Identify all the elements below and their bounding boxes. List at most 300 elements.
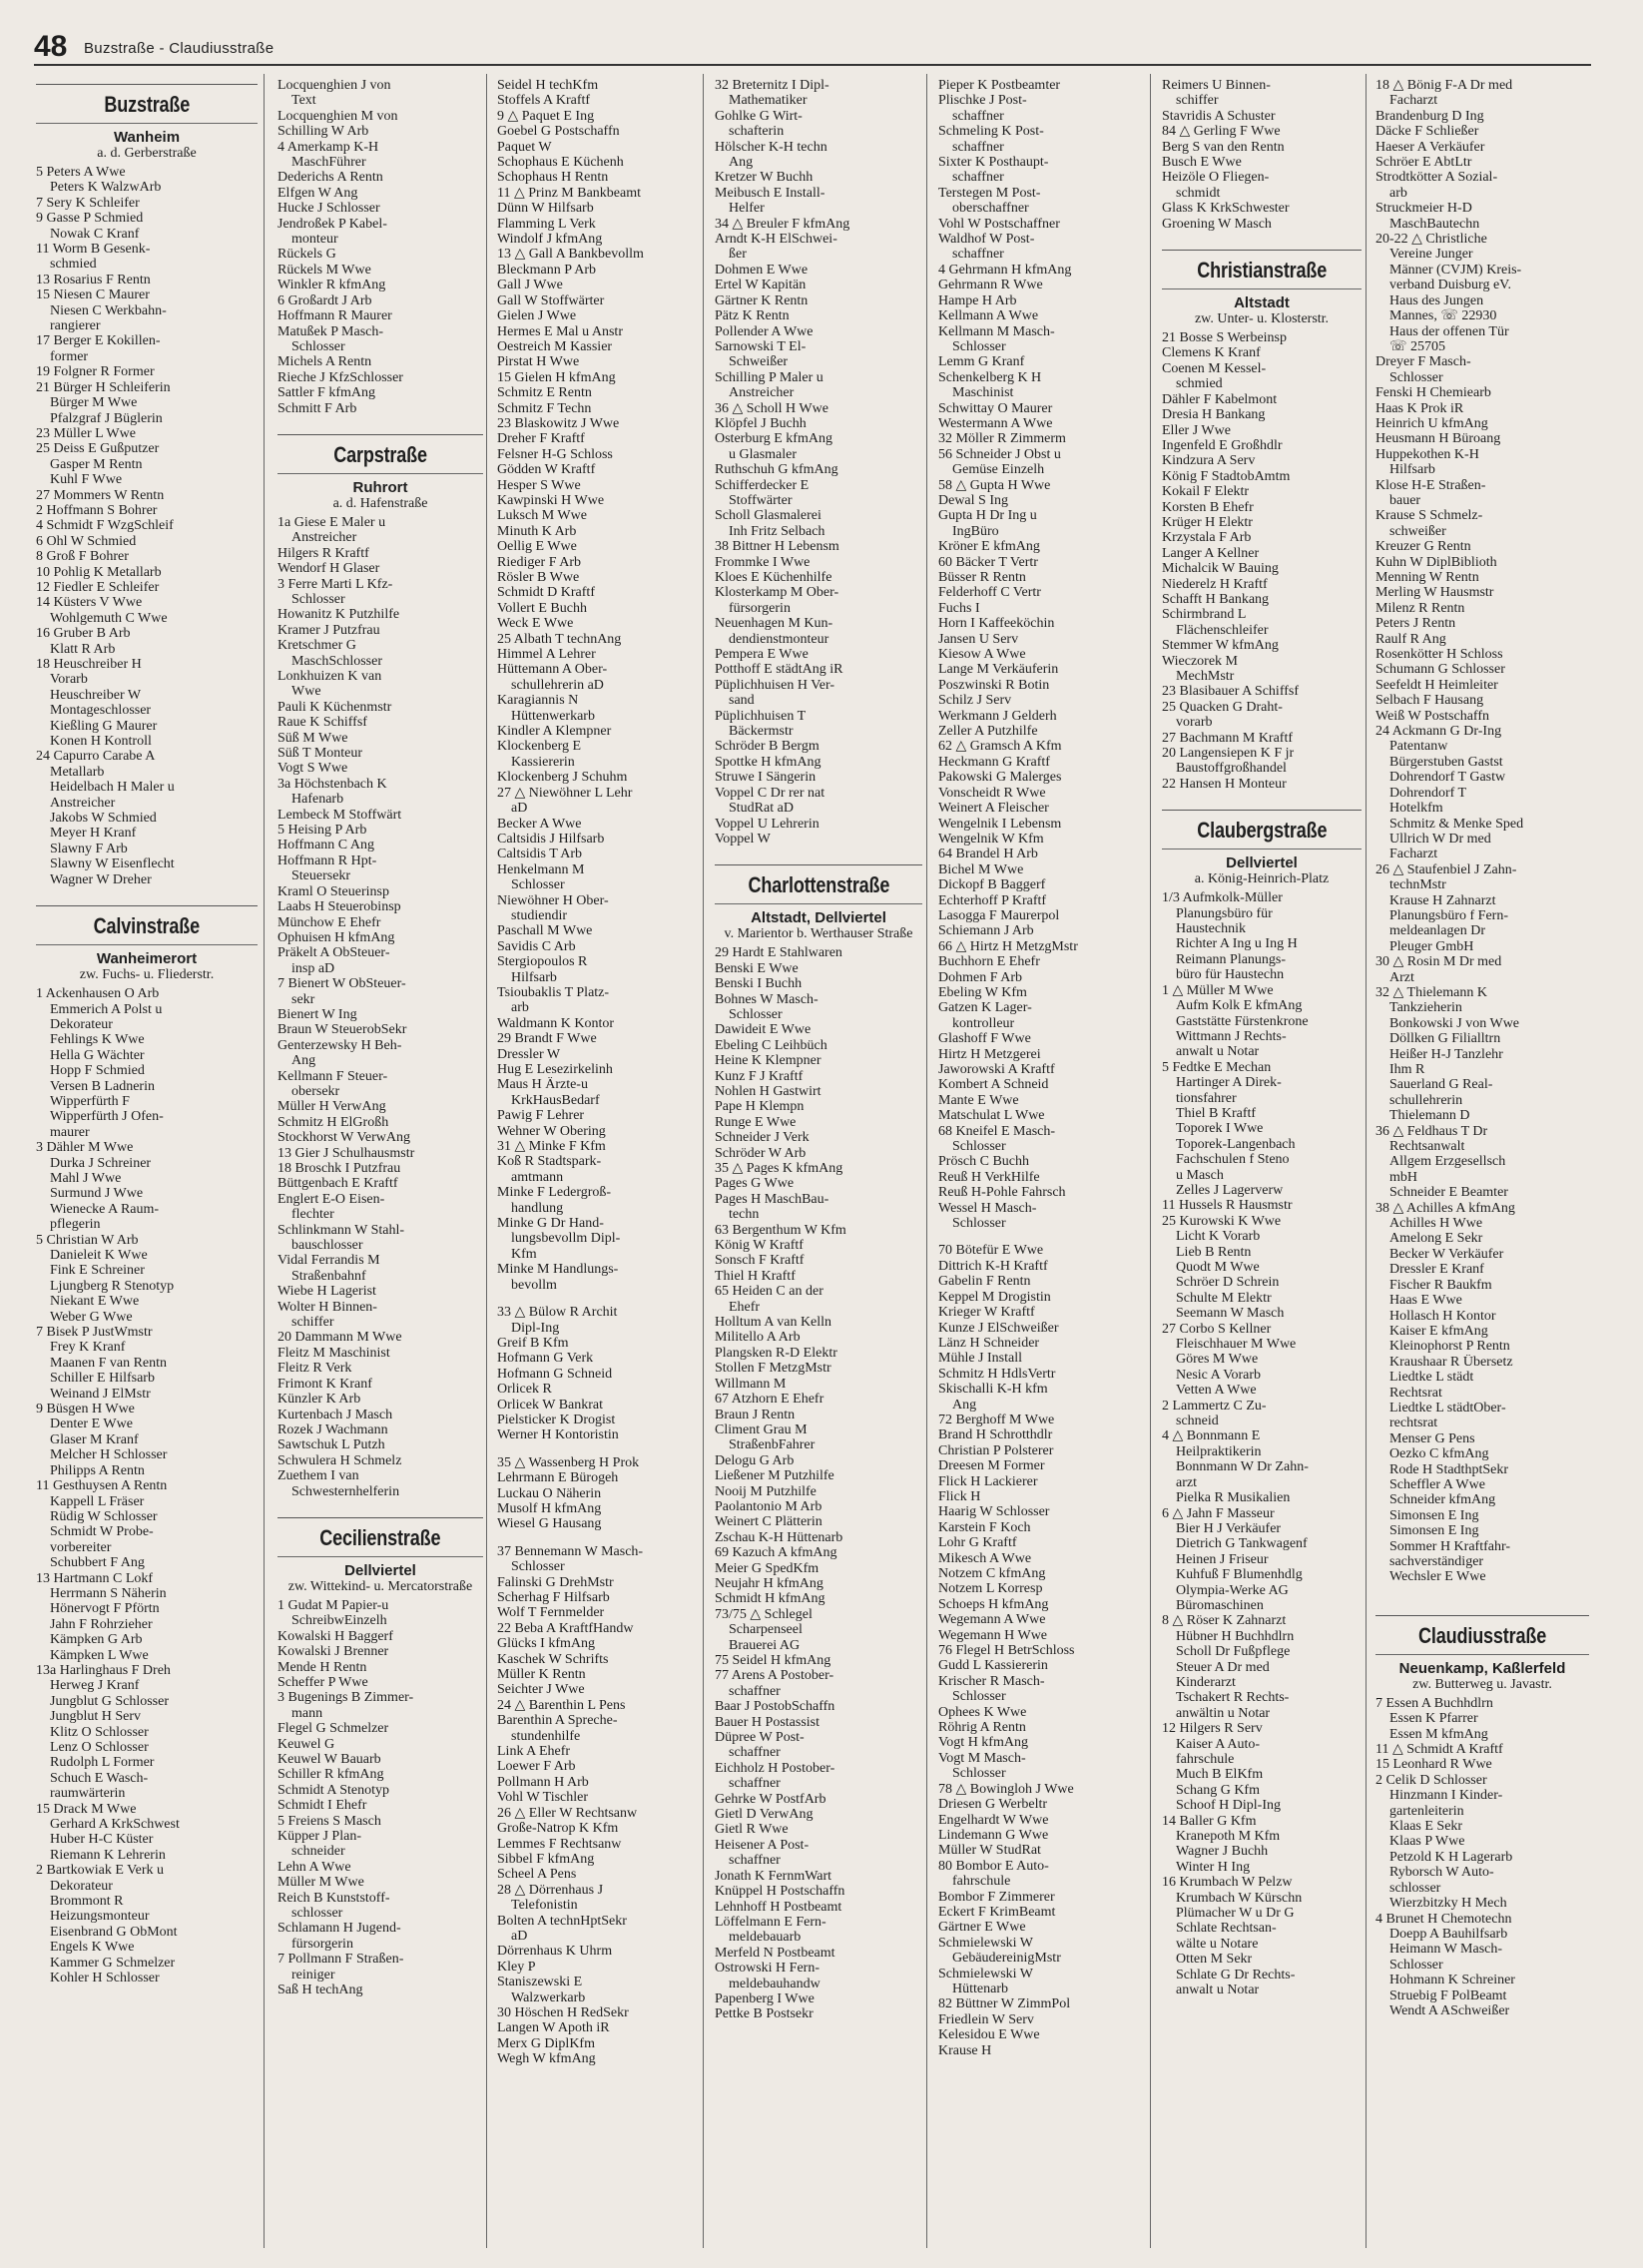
resident-entry: Schenkelberg K H — [938, 369, 1042, 385]
resident-entry: Poszwinski R Botin — [938, 677, 1050, 693]
resident-entry: Wehner W Obering — [497, 1123, 606, 1139]
resident-entry: Rückels M Wwe — [277, 262, 371, 278]
resident-entry: Müller H VerwAng — [277, 1099, 386, 1115]
resident-entry: Himmel A Lehrer — [497, 647, 596, 663]
resident-entry: 6 Großardt J Arb — [277, 292, 372, 308]
street-location: zw. Fuchs- u. Fliederstr. — [79, 967, 215, 983]
resident-entry: Oestreich M Kassier — [497, 338, 613, 354]
resident-entry: Lieb B Rentn — [1176, 1244, 1252, 1260]
resident-entry: Konen H Kontroll — [50, 734, 152, 750]
resident-entry: Militello A Arb — [715, 1330, 801, 1346]
resident-entry: Haeser A Verkäufer — [1375, 139, 1485, 155]
resident-entry: Aufm Kolk E kfmAng — [1176, 998, 1303, 1014]
resident-entry: Kuhfuß F Blumenhdlg — [1176, 1567, 1303, 1583]
resident-entry: Kaschek W Schrifts — [497, 1651, 609, 1667]
resident-entry: Niederelz H Kraftf — [1162, 576, 1268, 592]
resident-entry: Simonsen E Ing — [1389, 1507, 1479, 1523]
resident-entry: Haas E Wwe — [1389, 1293, 1462, 1309]
resident-entry: Benski I Buchh — [715, 976, 803, 992]
resident-entry: Klosterkamp M Ober- — [715, 585, 839, 601]
resident-entry: Hoffmann R Maurer — [277, 308, 392, 324]
resident-entry: 1 Gudat M Papier-u — [277, 1597, 389, 1613]
resident-entry: 27 △ Niewöhner L Lehr — [497, 785, 633, 801]
resident-entry: StudRat aD — [729, 801, 794, 817]
column-divider — [926, 74, 927, 2248]
resident-entry: Pirstat H Wwe — [497, 354, 580, 370]
resident-entry: 35 △ Pages K kfmAng — [715, 1161, 843, 1176]
column-spacer — [497, 1443, 699, 1455]
resident-entry: 56 Schneider J Obst u — [938, 446, 1061, 462]
resident-entry: 7 Pollmann F Straßen- — [277, 1952, 404, 1968]
resident-entry: Klaas E Sekr — [1389, 1819, 1463, 1835]
resident-entry: rechtsrat — [1389, 1416, 1438, 1431]
resident-entry: Liedtke L städt — [1389, 1370, 1474, 1386]
resident-entry: Rudolph L Former — [50, 1755, 155, 1771]
resident-entry: schullehrerin aD — [511, 677, 604, 693]
resident-entry: Dörrenhaus K Uhrm — [497, 1944, 613, 1960]
resident-entry: Denter E Wwe — [50, 1417, 133, 1432]
resident-entry: Sibbel F kfmAng — [497, 1851, 595, 1867]
resident-entry: 28 △ Dörrenhaus J — [497, 1882, 604, 1898]
resident-entry: Voppel U Lehrerin — [715, 816, 820, 832]
resident-entry: Wengelnik W Kfm — [938, 831, 1044, 847]
resident-entry: Jahn F Rohrzieher — [50, 1616, 153, 1632]
resident-entry: Paolantonio M Arb — [715, 1498, 822, 1514]
resident-entry: Eichholz H Postober- — [715, 1760, 835, 1776]
page-number: 48 — [34, 30, 68, 63]
resident-entry: Reich B Kunststoff- — [277, 1890, 390, 1906]
street-name: Claubergstraße — [1196, 818, 1328, 844]
resident-entry: pflegerin — [50, 1217, 101, 1233]
resident-entry: kontrolleur — [952, 1015, 1015, 1031]
resident-entry: Matußek P Masch- — [277, 323, 384, 339]
resident-entry: Brommont R — [50, 1894, 124, 1910]
resident-entry: Hoffmann C Ang — [277, 838, 374, 853]
resident-entry: Heißer H-J Tanzlehr — [1389, 1046, 1503, 1062]
resident-entry: aD — [511, 1928, 528, 1944]
resident-entry: Dawideit E Wwe — [715, 1022, 812, 1038]
resident-entry: 5 Christian W Arb — [36, 1232, 139, 1248]
resident-entry: Gudd L Kassiererin — [938, 1658, 1048, 1674]
resident-entry: Müller W StudRat — [938, 1843, 1041, 1859]
resident-entry: Männer (CVJM) Kreis- — [1389, 262, 1522, 278]
resident-entry: 65 Heiden C an der — [715, 1284, 823, 1300]
resident-entry: GebäudereinigMstr — [952, 1951, 1061, 1967]
resident-entry: Essen K Pfarrer — [1389, 1711, 1478, 1727]
resident-entry: Heilpraktikerin — [1176, 1443, 1262, 1459]
resident-entry: Waldhof W Post- — [938, 232, 1035, 248]
resident-entry: Kuhn W DiplBiblioth — [1375, 554, 1497, 570]
resident-entry: Kiesow A Wwe — [938, 647, 1026, 663]
resident-entry: Stavridis A Schuster — [1162, 108, 1276, 124]
resident-entry: Nooij M Putzhilfe — [715, 1483, 817, 1499]
resident-entry: Schilling P Maler u — [715, 369, 823, 385]
resident-entry: Pages G Wwe — [715, 1176, 795, 1192]
resident-entry: Schmielewski W — [938, 1966, 1034, 1982]
resident-entry: Scholl Glasmalerei — [715, 508, 822, 524]
resident-entry: 25 Deiss E Gußputzer — [36, 441, 160, 457]
resident-entry: Krumbach W Kürschn — [1176, 1890, 1303, 1906]
resident-entry: Winter H Ing — [1176, 1859, 1251, 1875]
resident-entry: Fleitz R Verk — [277, 1361, 352, 1377]
resident-entry: Karstein F Koch — [938, 1519, 1031, 1535]
resident-entry: arzt — [1176, 1474, 1197, 1490]
resident-entry: 15 Drack M Wwe — [36, 1801, 137, 1817]
resident-entry: Keppel M Drogistin — [938, 1289, 1051, 1305]
resident-entry: 29 Brandt F Wwe — [497, 1031, 597, 1047]
resident-entry: Planungsbüro f Fern- — [1389, 907, 1508, 923]
resident-entry: 24 Capurro Carabe A — [36, 749, 156, 765]
resident-entry: Kröner E kfmAng — [938, 539, 1040, 555]
resident-entry: meldebauhandw — [729, 1976, 821, 1991]
resident-entry: Gaststätte Fürstenkrone — [1176, 1013, 1309, 1029]
resident-entry: 7 Bienert W ObSteuer- — [277, 976, 406, 992]
resident-entry: Fachschulen f Steno — [1176, 1152, 1290, 1168]
resident-entry: Hollasch H Kontor — [1389, 1308, 1496, 1324]
resident-entry: Arndt K-H ElSchwei- — [715, 232, 837, 248]
resident-entry: Schlosser — [291, 338, 345, 354]
resident-entry: 19 Folgner R Former — [36, 364, 155, 380]
resident-entry: vorbereiter — [50, 1539, 112, 1555]
resident-entry: Patentanw — [1389, 739, 1448, 755]
resident-entry: Skischalli K-H kfm — [938, 1382, 1048, 1398]
resident-entry: Dreesen M Former — [938, 1458, 1045, 1474]
street-name: Charlottenstraße — [748, 872, 889, 898]
resident-entry: Lindemann G Wwe — [938, 1827, 1049, 1843]
resident-entry: schullehrerin — [1389, 1092, 1463, 1108]
resident-entry: 10 Pohlig K Metallarb — [36, 564, 162, 580]
resident-entry: Dewal S Ing — [938, 492, 1008, 508]
resident-entry: insp aD — [291, 960, 335, 976]
resident-entry: schaffner — [729, 1776, 781, 1792]
resident-entry: Tsioubaklis T Platz- — [497, 984, 610, 1000]
resident-entry: Struckmeier H-D — [1375, 201, 1472, 217]
resident-entry: Braun J Rentn — [715, 1407, 796, 1422]
column-spacer — [1375, 1597, 1589, 1609]
resident-entry: Schumann G Schlosser — [1375, 662, 1505, 678]
resident-entry: Thiel H Kraftf — [715, 1268, 796, 1284]
resident-entry: Pettke B Postsekr — [715, 2006, 814, 2022]
resident-entry: Vogt H kfmAng — [938, 1735, 1028, 1751]
resident-entry: bevollm — [511, 1277, 557, 1293]
district-name: Dellviertel — [344, 1561, 416, 1579]
directory-column-1 — [36, 78, 258, 2244]
resident-entry: Dekorateur — [50, 1878, 113, 1894]
resident-entry: Dreyer F Masch- — [1375, 354, 1471, 370]
resident-entry: Doepp A Bauhilfsarb — [1389, 1926, 1508, 1942]
resident-entry: Werner H Kontoristin — [497, 1427, 619, 1443]
resident-entry: Fink E Schreiner — [50, 1263, 145, 1279]
resident-entry: Schilling W Arb — [277, 124, 369, 140]
resident-entry: Mühle J Install — [938, 1351, 1022, 1367]
resident-entry: Wiesel G Hausang — [497, 1516, 602, 1532]
resident-entry: 7 Bisek P JustWmstr — [36, 1325, 153, 1341]
resident-entry: 29 Hardt E Stahlwaren — [715, 945, 842, 961]
resident-entry: Scherhag F Hilfsarb — [497, 1590, 610, 1605]
resident-entry: König W Kraftf — [715, 1238, 804, 1254]
resident-entry: Schmidt H kfmAng — [715, 1591, 825, 1607]
resident-entry: Dohmen F Arb — [938, 969, 1022, 985]
resident-entry: Fischer R Baukfm — [1389, 1277, 1492, 1293]
resident-entry: 73/75 △ Schlegel — [715, 1606, 813, 1622]
resident-entry: Wwe — [291, 684, 321, 700]
resident-entry: Schmitz F Techn — [497, 400, 592, 416]
resident-entry: 13a Harlinghaus F Dreh — [36, 1662, 171, 1678]
resident-entry: Milenz R Rentn — [1375, 600, 1465, 616]
resident-entry: 4 △ Bonnmann E — [1162, 1428, 1261, 1444]
resident-entry: Staniszewski E — [497, 1975, 583, 1990]
column-spacer — [1162, 792, 1362, 804]
resident-entry: Rode H StadthptSekr — [1389, 1461, 1508, 1477]
resident-entry: Plischke J Post- — [938, 93, 1027, 109]
resident-entry: Schwulera H Schmelz — [277, 1452, 402, 1468]
resident-entry: Steuer A Dr med — [1176, 1659, 1270, 1675]
resident-entry: Musolf H kfmAng — [497, 1500, 602, 1516]
resident-entry: Hübner H Buchhdlrn — [1176, 1628, 1295, 1644]
resident-entry: Anstreicher — [729, 385, 795, 401]
resident-entry: Quodt M Wwe — [1176, 1260, 1260, 1275]
resident-entry: Wendt A ASchweißer — [1389, 2002, 1510, 2018]
resident-entry: Gietl R Wwe — [715, 1822, 789, 1838]
resident-entry: 13 △ Gall A Bankbevollm — [497, 247, 644, 263]
resident-entry: Allgem Erzgesellsch — [1389, 1154, 1506, 1170]
resident-entry: 2 Bartkowiak E Verk u — [36, 1863, 165, 1879]
resident-entry: Dederichs A Rentn — [277, 170, 383, 186]
resident-entry: 1 △ Müller M Wwe — [1162, 982, 1274, 998]
resident-entry: Kley P — [497, 1959, 536, 1975]
street-name: Buzstraße — [104, 92, 190, 117]
resident-entry: Schoof H Dipl-Ing — [1176, 1798, 1281, 1814]
resident-entry: Falinski G DrehMstr — [497, 1574, 614, 1590]
resident-entry: lungsbevollm Dipl- — [511, 1231, 621, 1247]
resident-entry: Dittrich K-H Kraftf — [938, 1258, 1048, 1274]
resident-entry: 18 Broschk I Putzfrau — [277, 1161, 401, 1176]
resident-entry: Hüttenarb — [952, 1981, 1008, 1996]
resident-entry: Delogu G Arb — [715, 1452, 795, 1468]
resident-entry: Philipps A Rentn — [50, 1462, 145, 1478]
resident-entry: Ang — [291, 1053, 316, 1069]
resident-entry: bauschlosser — [291, 1238, 363, 1254]
resident-entry: Gasper M Rentn — [50, 456, 143, 472]
resident-entry: Dressler W — [497, 1046, 561, 1062]
resident-entry: Ljungberg R Stenotyp — [50, 1278, 175, 1294]
resident-entry: Scheffler A Wwe — [1389, 1476, 1485, 1492]
resident-entry: Kawpinski H Wwe — [497, 492, 605, 508]
resident-entry: Holltum A van Kelln — [715, 1315, 832, 1331]
resident-entry: Plangsken R-D Elektr — [715, 1345, 837, 1361]
resident-entry: Straßenbahnf — [291, 1268, 366, 1284]
resident-entry: Langer A Kellner — [1162, 545, 1260, 561]
resident-entry: Weiß W Postschaffn — [1375, 708, 1489, 724]
resident-entry: reiniger — [291, 1967, 335, 1983]
resident-entry: Becker A Wwe — [497, 816, 582, 832]
resident-entry: Pielsticker K Drogist — [497, 1412, 616, 1427]
resident-entry: Stoffels A Kraftf — [497, 93, 591, 109]
resident-entry: Vohl W Postschaffner — [938, 216, 1060, 232]
resident-entry: 2 Hoffmann S Bohrer — [36, 502, 158, 518]
resident-entry: anwalt u Notar — [1176, 1044, 1260, 1060]
resident-entry: 25 Albath T technAng — [497, 631, 622, 647]
resident-entry: Jendroßek P Kabel- — [277, 216, 387, 232]
resident-entry: Melcher H Schlosser — [50, 1447, 168, 1463]
resident-entry: Friedlein W Serv — [938, 2011, 1034, 2027]
resident-entry: 26 △ Eller W Rechtsanw — [497, 1805, 638, 1821]
resident-entry: Prösch C Buchh — [938, 1154, 1029, 1170]
resident-entry: Greif B Kfm — [497, 1335, 569, 1351]
resident-entry: Loewer F Arb — [497, 1759, 576, 1775]
resident-entry: Niesen C Werkbahn- — [50, 302, 167, 318]
resident-entry: büro für Haustechn — [1176, 967, 1285, 983]
resident-entry: Felderhoff C Vertr — [938, 585, 1041, 601]
resident-entry: Tschakert R Rechts- — [1176, 1690, 1290, 1706]
resident-entry: Neuenhagen M Kun- — [715, 616, 833, 632]
resident-entry: Tankzieherin — [1389, 1000, 1462, 1016]
resident-entry: Jakobs W Schmied — [50, 811, 157, 827]
resident-entry: Scheffer P Wwe — [277, 1674, 368, 1690]
resident-entry: Rüdig W Schlosser — [50, 1508, 158, 1524]
resident-entry: Emmerich A Polst u — [50, 1001, 163, 1017]
resident-entry: Hofmann G Schneid — [497, 1366, 613, 1382]
directory-column-4 — [715, 78, 922, 2244]
resident-entry: Ließener M Putzhilfe — [715, 1468, 834, 1484]
resident-entry: Liedtke L städtOber- — [1389, 1400, 1506, 1416]
resident-entry: Waldmann K Kontor — [497, 1015, 615, 1031]
resident-entry: Struebig F PolBeamt — [1389, 1987, 1507, 2003]
resident-entry: 31 △ Minke F Kfm — [497, 1139, 606, 1155]
resident-entry: Schröer D Schrein — [1176, 1275, 1280, 1291]
resident-entry: Vogt M Masch- — [938, 1750, 1026, 1766]
resident-entry: Wengelnik I Lebensm — [938, 816, 1062, 832]
resident-entry: Püplichhuisen T — [715, 708, 807, 724]
resident-entry: Minke F Ledergroß- — [497, 1185, 612, 1201]
resident-entry: Wieczorek M — [1162, 653, 1239, 669]
resident-entry: Eller J Wwe — [1162, 422, 1231, 438]
resident-entry: 14 Küsters V Wwe — [36, 595, 143, 611]
resident-entry: Mikesch A Wwe — [938, 1550, 1032, 1566]
resident-entry: Glashoff F Wwe — [938, 1031, 1031, 1047]
resident-entry: Runge E Wwe — [715, 1114, 797, 1130]
resident-entry: 6 Ohl W Schmied — [36, 533, 137, 549]
resident-entry: Toporek-Langenbach — [1176, 1136, 1296, 1152]
resident-entry: Wegemann H Wwe — [938, 1627, 1048, 1643]
resident-entry: Seidel H techKfm — [497, 78, 599, 93]
resident-entry: 18 △ Bönig F-A Dr med — [1375, 78, 1513, 93]
resident-entry: Facharzt — [1389, 93, 1438, 109]
resident-entry: Schwesternhelferin — [291, 1483, 400, 1499]
resident-entry: Kindler A Klempner — [497, 724, 612, 740]
resident-entry: 22 Hansen H Monteur — [1162, 776, 1287, 792]
resident-entry: schmidt — [1176, 185, 1221, 201]
column-divider — [703, 74, 704, 2248]
resident-entry: Schwittay O Maurer — [938, 400, 1053, 416]
resident-entry: Weck E Wwe — [497, 616, 574, 632]
resident-entry: Maus H Ärzte-u — [497, 1077, 588, 1093]
resident-entry: Kuhl F Wwe — [50, 472, 123, 488]
resident-entry: Schlosser — [291, 591, 345, 607]
resident-entry: 30 △ Rosin M Dr med — [1375, 954, 1502, 970]
resident-entry: Dähler F Kabelmont — [1162, 391, 1278, 407]
resident-entry: 20 Langensiepen K F jr — [1162, 746, 1295, 762]
resident-entry: Rechtsrat — [1389, 1385, 1442, 1401]
resident-entry: Raue K Schiffsf — [277, 715, 367, 731]
resident-entry: Weber G Wwe — [50, 1309, 133, 1325]
resident-entry: Luksch M Wwe — [497, 508, 587, 524]
resident-entry: Gehrmann R Wwe — [938, 278, 1043, 293]
resident-entry: Englert E-O Eisen- — [277, 1191, 385, 1207]
resident-entry: Slawny W Eisenflecht — [50, 856, 175, 872]
resident-entry: 70 Bötefür E Wwe — [938, 1243, 1044, 1259]
resident-entry: stundenhilfe — [511, 1728, 581, 1744]
resident-entry: Dipl-Ing — [511, 1320, 560, 1336]
resident-entry: Niekant E Wwe — [50, 1294, 140, 1310]
resident-entry: Pawig F Lehrer — [497, 1108, 585, 1124]
resident-entry: Gohlke G Wirt- — [715, 108, 803, 124]
resident-entry: Kurtenbach J Masch — [277, 1407, 393, 1422]
resident-entry: 23 Müller L Wwe — [36, 425, 136, 441]
resident-entry: Wolf T Fernmelder — [497, 1605, 605, 1621]
resident-entry: Mante E Wwe — [938, 1092, 1019, 1108]
resident-entry: Schröder W Arb — [715, 1145, 807, 1161]
resident-entry: StraßenbFahrer — [729, 1437, 816, 1453]
resident-entry: Seichter J Wwe — [497, 1682, 585, 1698]
resident-entry: Pleuger GmbH — [1389, 938, 1474, 954]
resident-entry: 62 △ Gramsch A Kfm — [938, 739, 1062, 755]
resident-entry: Klitz O Schlosser — [50, 1724, 149, 1740]
resident-entry: 63 Bergenthum W Kfm — [715, 1222, 846, 1238]
resident-entry: Schröer E AbtLtr — [1375, 155, 1472, 171]
resident-entry: schafterin — [729, 124, 785, 140]
resident-entry: 75 Seidel H kfmAng — [715, 1653, 831, 1668]
district-name: Ruhrort — [352, 478, 408, 496]
resident-entry: Kramer J Putzfrau — [277, 622, 380, 638]
resident-entry: 25 Quacken G Draht- — [1162, 699, 1283, 715]
column-divider — [1150, 74, 1151, 2248]
resident-entry: 38 △ Achilles A kfmAng — [1375, 1200, 1515, 1216]
resident-entry: Schröder B Bergm — [715, 739, 820, 755]
resident-entry: Vetten A Wwe — [1176, 1383, 1257, 1399]
resident-entry: Vorarb — [50, 672, 88, 688]
resident-entry: Pollender A Wwe — [715, 323, 814, 339]
street-location: a. d. Hafenstraße — [332, 495, 428, 511]
resident-entry: fahrschule — [1176, 1752, 1235, 1767]
resident-entry: dendienstmonteur — [729, 631, 829, 647]
resident-entry: Stergiopoulos R — [497, 954, 588, 970]
resident-entry: Hilgers R Kraftf — [277, 545, 369, 561]
resident-entry: Hüttemann A Ober- — [497, 662, 608, 678]
resident-entry: u Glasmaler — [729, 446, 798, 462]
resident-entry: Meier G SpedKfm — [715, 1560, 820, 1576]
resident-entry: Michels A Rentn — [277, 354, 372, 370]
resident-entry: Winkler R kfmAng — [277, 278, 386, 293]
resident-entry: Ang — [952, 1397, 977, 1413]
resident-entry: Ryborsch W Auto- — [1389, 1865, 1494, 1881]
resident-entry: Climent Grau M — [715, 1421, 808, 1437]
resident-entry: wälte u Notare — [1176, 1936, 1259, 1952]
resident-entry: fürsorgerin — [729, 600, 791, 616]
resident-entry: 84 △ Gerling F Wwe — [1162, 124, 1281, 140]
resident-entry: Wessel H Masch- — [938, 1200, 1037, 1216]
resident-entry: 9 Büsgen H Wwe — [36, 1402, 135, 1418]
resident-entry: Laabs H Steuerobinsp — [277, 899, 401, 915]
resident-entry: Merx G DiplKfm — [497, 2035, 595, 2051]
resident-entry: Klaas P Wwe — [1389, 1834, 1465, 1850]
resident-entry: 18 Heuschreiber H — [36, 657, 142, 672]
resident-entry: schaffner — [952, 247, 1004, 263]
resident-entry: 23 Blaskowitz J Wwe — [497, 415, 620, 431]
resident-entry: Bürger M Wwe — [50, 395, 138, 411]
resident-entry: Olympia-Werke AG — [1176, 1582, 1289, 1598]
directory-column-2 — [277, 78, 483, 2244]
